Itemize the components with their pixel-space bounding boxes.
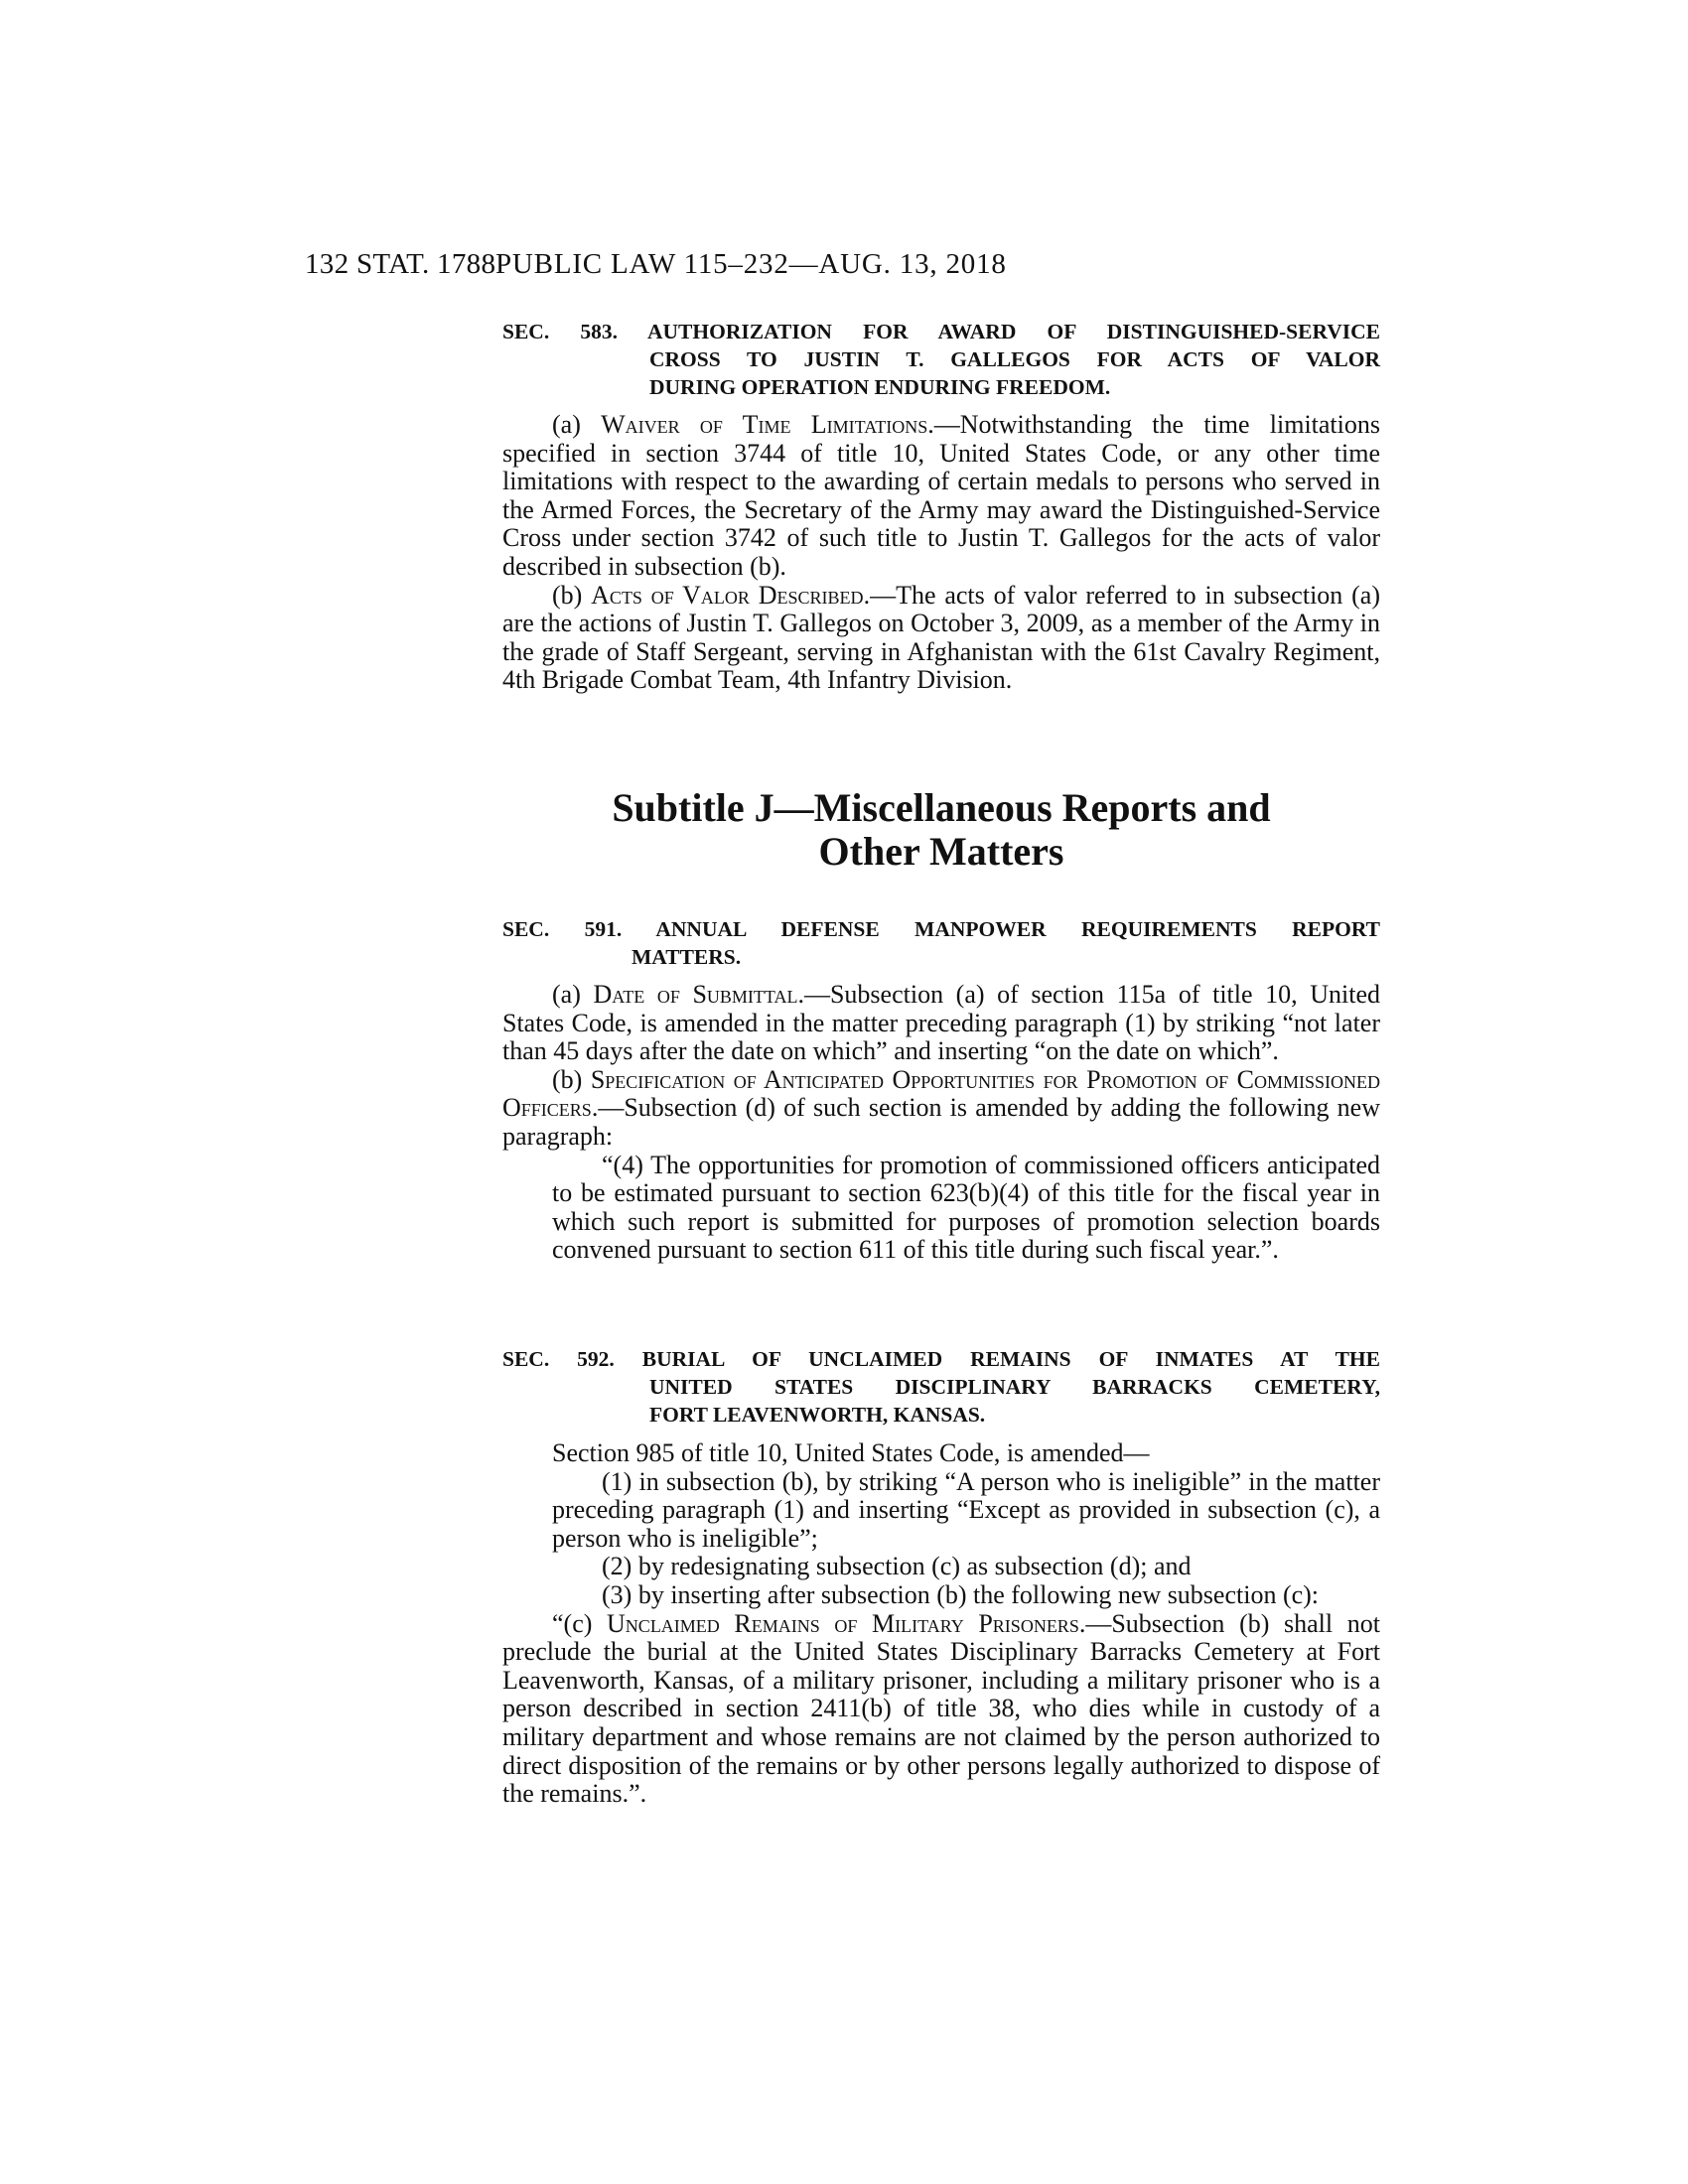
sec-591-a-caption: Date of Submittal [593, 980, 798, 1009]
sec-591-heading [502, 915, 1380, 971]
sec-591-subsection-b: (b) Specification of Anticipated Opportunities for Promotion of Commissioned Officers.—Subsection (d) of such section is amended by adding the following new paragraph: [502, 1064, 1380, 1151]
stat-page-reference: 132 STAT. 1788 [305, 248, 496, 280]
sec-583-heading [502, 318, 1380, 401]
page-header [305, 248, 1298, 288]
sec-592-heading-line-2: UNITED STATES DISCIPLINARY BARRACKS CEMETERY, [649, 1375, 1380, 1399]
sec-583-b-caption: Acts of Valor Described [591, 580, 864, 610]
sec-592-c-caption: Unclaimed Remains of Military Prisoners [607, 1608, 1079, 1638]
sec-592-subsection-c: “(c) Unclaimed Remains of Military Prisoners.—Subsection (b) shall not preclude the burial at the United States Disciplinary Barracks Cemetery at Fort Leavenworth, Kansas, of a military prisoner, including a military prisoner who is a person described in section 2411(b) of title 38, who dies while in custody of a military department and whose remains are not claimed by the person authorized to direct disposition of the remains or by other persons legally authorized to dispose of the remains.”. [502, 1608, 1380, 1809]
sec-583-heading-line-3: DURING OPERATION ENDURING FREEDOM. [649, 375, 1111, 399]
sec-592-heading-line-3: FORT LEAVENWORTH, KANSAS. [649, 1403, 986, 1427]
sec-583-subsection-b: (b) Acts of Valor Described.—The acts of valor referred to in subsection (a) are the actions of Justin T. Gallegos on October 3, 2009, as a member of the Army in the grade of Staff Sergeant, serving in Afghanistan with the 61st Cavalry Regiment, 4th Brigade Combat Team, 4th Infantry Division. [502, 580, 1380, 695]
sec-592-heading-line-1: SEC. 592. BURIAL OF UNCLAIMED REMAINS OF INMATES AT THE [502, 1347, 1380, 1371]
subtitle-j-heading [502, 786, 1380, 874]
sec-583-body [502, 411, 1380, 695]
sec-591-b-caption: Specification of Anticipated Opportunities for Promotion of Commissioned Officers [502, 1064, 1380, 1123]
sec-591-heading-line-1: SEC. 591. ANNUAL DEFENSE MANPOWER REQUIREMENTS REPORT [502, 917, 1380, 941]
sec-583-subsection-a: (a) Waiver of Time Limitations.—Notwithstanding the time limitations specified in section 3744 of title 10, United States Code, or any other time limitations with respect to the awarding of certain medals to persons who served in the Armed Forces, the Secretary of the Army may award the Distinguished-Service Cross under section 3742 of such title to Justin T. Gallegos for the acts of valor described in subsection (b). [502, 410, 1380, 581]
sec-592-heading [502, 1345, 1380, 1429]
sec-583-heading-line-1: SEC. 583. AUTHORIZATION FOR AWARD OF DISTINGUISHED-SERVICE [502, 320, 1380, 343]
sec-583-a-caption: Waiver of Time Limitations [601, 410, 928, 439]
subtitle-j-line-1: Subtitle J—Miscellaneous Reports and [612, 785, 1271, 830]
sec-591-quoted-paragraph: “(4) The opportunities for promotion of commissioned officers anticipated to be estimated pursuant to section 623(b)(4) of this title for the fiscal year in which such report is submitted for purposes of promotion selection boards convened pursuant to section 611 of this title during such fiscal year.”. [552, 1150, 1380, 1265]
sec-592-item-1: (1) in subsection (b), by striking “A person who is ineligible” in the matter preceding paragraph (1) and inserting “Except as provided in subsection (c), a person who is ineligible”; [552, 1466, 1380, 1553]
sec-583-heading-line-2: CROSS TO JUSTIN T. GALLEGOS FOR ACTS OF VALOR [649, 347, 1380, 371]
sec-592-item-2: (2) by redesignating subsection (c) as subsection (d); and [602, 1552, 1192, 1581]
sec-591-subsection-a: (a) Date of Submittal.—Subsection (a) of section 115a of title 10, United States Code, is amended in the matter preceding paragraph (1) by striking “not later than 45 days after the date on which” and inserting “on the date on which”. [502, 980, 1380, 1066]
sec-591-heading-line-2: MATTERS. [632, 945, 742, 969]
sec-592-intro: Section 985 of title 10, United States Code, is amended— [552, 1438, 1150, 1467]
sec-592-body [502, 1439, 1380, 1809]
subtitle-j-line-2: Other Matters [818, 829, 1064, 874]
sec-591-body [502, 981, 1380, 1265]
sec-592-item-3: (3) by inserting after subsection (b) the following new subsection (c): [602, 1579, 1320, 1609]
public-law-title: PUBLIC LAW 115–232—AUG. 13, 2018 [495, 248, 1007, 280]
